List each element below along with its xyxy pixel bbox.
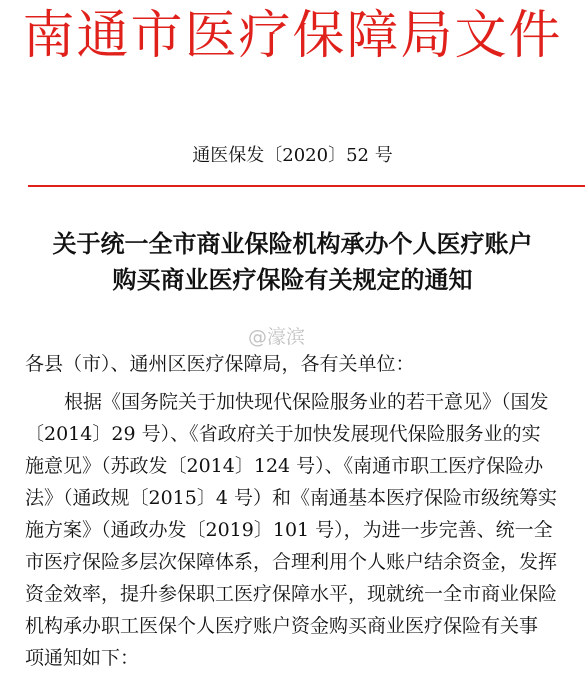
body-line: 施方案》（通政办发〔2019〕101 号），为进一步完善、统一全 xyxy=(25,519,553,541)
notice-title xyxy=(0,226,585,298)
document-number: 通医保发〔2020〕52 号 xyxy=(192,145,393,166)
watermark: @濠滨 xyxy=(248,326,306,348)
body-line: 施意见》（苏政发〔2014〕124 号）、《南通市职工医疗保险办 xyxy=(25,455,544,477)
body-line: 法》（通政规〔2015〕4 号）和《南通基本医疗保险市级统筹实 xyxy=(25,487,557,509)
body-line: 〔2014〕29 号）、《省政府关于加快发展现代保险服务业的实 xyxy=(25,423,541,445)
body-line: 市医疗保险多层次保障体系，合理利用个人账户结余资金，发挥 xyxy=(25,551,558,573)
body-line: 资金效率，提升参保职工医疗保障水平，现就统一全市商业保险 xyxy=(25,583,558,605)
body-line: 机构承办职工医保个人医疗账户资金购买商业医疗保险有关事 xyxy=(25,615,539,637)
red-divider-line xyxy=(28,185,585,187)
body-text xyxy=(25,390,585,678)
document-header-title: 南通市医疗保障局文件 xyxy=(22,6,563,66)
notice-title-line-1: 关于统一全市商业保险机构承办个人医疗账户 xyxy=(52,229,533,258)
salutation: 各县（市）、通州区医疗保障局，各有关单位： xyxy=(25,353,415,375)
notice-title-line-2: 购买商业医疗保险有关规定的通知 xyxy=(112,265,473,294)
body-line: 根据《国务院关于加快现代保险服务业的若干意见》（国发 xyxy=(64,391,549,413)
body-line: 项通知如下： xyxy=(25,647,140,669)
